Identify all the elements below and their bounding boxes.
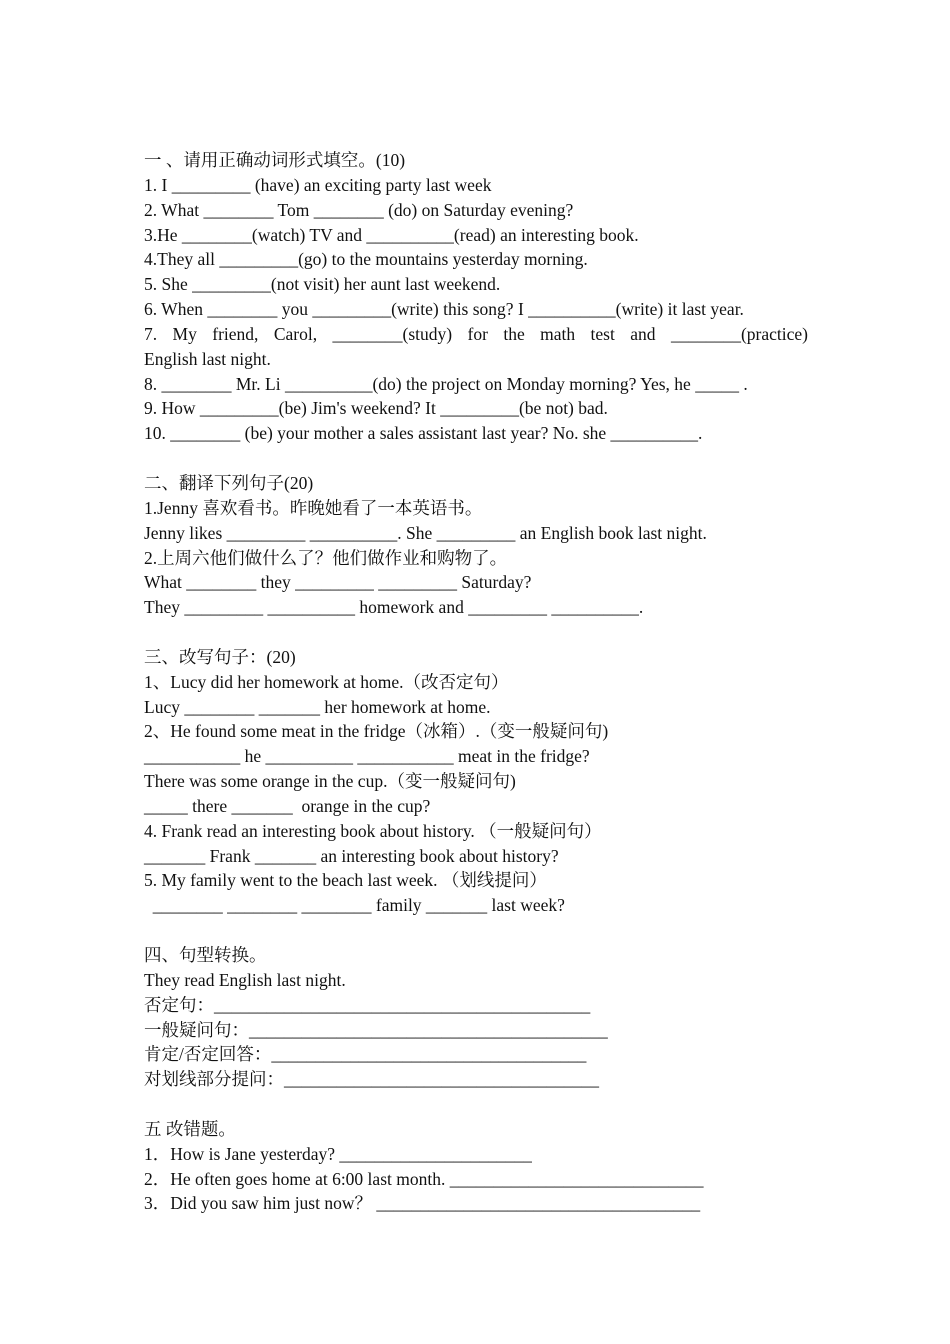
s2-item-2: Jenny likes _________ __________. She _________ an English book last night. bbox=[144, 522, 707, 543]
s1-item-4: 4.They all _________(go) to the mountains yesterday morning. bbox=[144, 249, 588, 270]
section-1-heading: 一 、请用正确动词形式填空。(10) bbox=[144, 150, 406, 170]
s1-item-5: 5. She _________(not visit) her aunt last weekend. bbox=[144, 274, 501, 295]
s3-item-5: There was some orange in the cup.（变一般疑问句) bbox=[144, 771, 516, 792]
s1-item-9: 9. How _________(be) Jim's weekend? It _________(be not) bad. bbox=[144, 398, 608, 419]
s2-item-1: 1.Jenny 喜欢看书。昨晚她看了一本英语书。 bbox=[144, 497, 483, 518]
s5-item-3: 3．Did you saw him just now？ _____________________________________ bbox=[144, 1193, 701, 1214]
s4-item-1: They read English last night. bbox=[144, 969, 346, 990]
s1-item-8: 8. ________ Mr. Li __________(do) the project on Monday morning? Yes, he _____ . bbox=[144, 373, 748, 394]
spacer bbox=[144, 918, 808, 943]
s2-item-5: They _________ __________ homework and _________ __________. bbox=[144, 597, 644, 618]
spacer bbox=[144, 446, 808, 471]
s2-item-4: What ________ they _________ _________ Saturday? bbox=[144, 572, 532, 593]
s4-item-5: 对划线部分提问：____________________________________ bbox=[144, 1069, 599, 1090]
s1-item-1: 1. I _________ (have) an exciting party last week bbox=[144, 174, 492, 195]
s3-item-1: 1、Lucy did her homework at home.（改否定句） bbox=[144, 671, 509, 692]
s1-item-6: 6. When ________ you _________(write) this song? I __________(write) it last year. bbox=[144, 299, 744, 320]
spacer bbox=[144, 620, 808, 645]
s3-item-8: _______ Frank _______ an interesting book about history? bbox=[144, 845, 559, 866]
section-5-heading: 五 改错题。 bbox=[144, 1118, 236, 1139]
s3-item-6: _____ there _______ orange in the cup? bbox=[144, 795, 431, 816]
section-3-heading: 三、改写句子：(20) bbox=[144, 646, 296, 667]
s1-item-7-cont: English last night. bbox=[144, 348, 271, 369]
s5-item-1: 1．How is Jane yesterday? ______________________ bbox=[144, 1143, 532, 1164]
s2-item-3: 2.上周六他们做什么了？他们做作业和购物了。 bbox=[144, 547, 508, 568]
s5-item-2: 2．He often goes home at 6:00 last month. _____________________________ bbox=[144, 1168, 704, 1189]
s3-item-4: ___________ he __________ ___________ meat in the fridge? bbox=[144, 746, 590, 767]
s4-item-2: 否定句：___________________________________________ bbox=[144, 994, 591, 1015]
spacer bbox=[144, 1092, 808, 1117]
s3-item-10: ________ ________ ________ family _______ last week? bbox=[144, 895, 565, 916]
s1-item-3: 3.He ________(watch) TV and __________(read) an interesting book. bbox=[144, 224, 639, 245]
s4-item-4: 肯定/否定回答：____________________________________ bbox=[144, 1044, 587, 1065]
s1-item-10: 10. ________ (be) your mother a sales assistant last year? No. she __________. bbox=[144, 423, 703, 444]
s3-item-2: Lucy ________ _______ her homework at home. bbox=[144, 696, 491, 717]
section-2-heading: 二、翻译下列句子(20) bbox=[144, 472, 314, 493]
worksheet-content bbox=[144, 148, 808, 1216]
s3-item-3: 2、He found some meat in the fridge（冰箱）.（变一般疑问句) bbox=[144, 721, 609, 742]
s3-item-9: 5. My family went to the beach last week. （划线提问） bbox=[144, 870, 547, 891]
s3-item-7: 4. Frank read an interesting book about history. （一般疑问句） bbox=[144, 820, 602, 841]
s1-item-7: 7. My friend, Carol, ________(study) for the math test and ________(practice) bbox=[144, 323, 808, 344]
s4-item-3: 一般疑问句：_________________________________________ bbox=[144, 1019, 608, 1040]
s1-item-2: 2. What ________ Tom ________ (do) on Saturday evening? bbox=[144, 199, 574, 220]
section-4-heading: 四、句型转换。 bbox=[144, 945, 267, 965]
